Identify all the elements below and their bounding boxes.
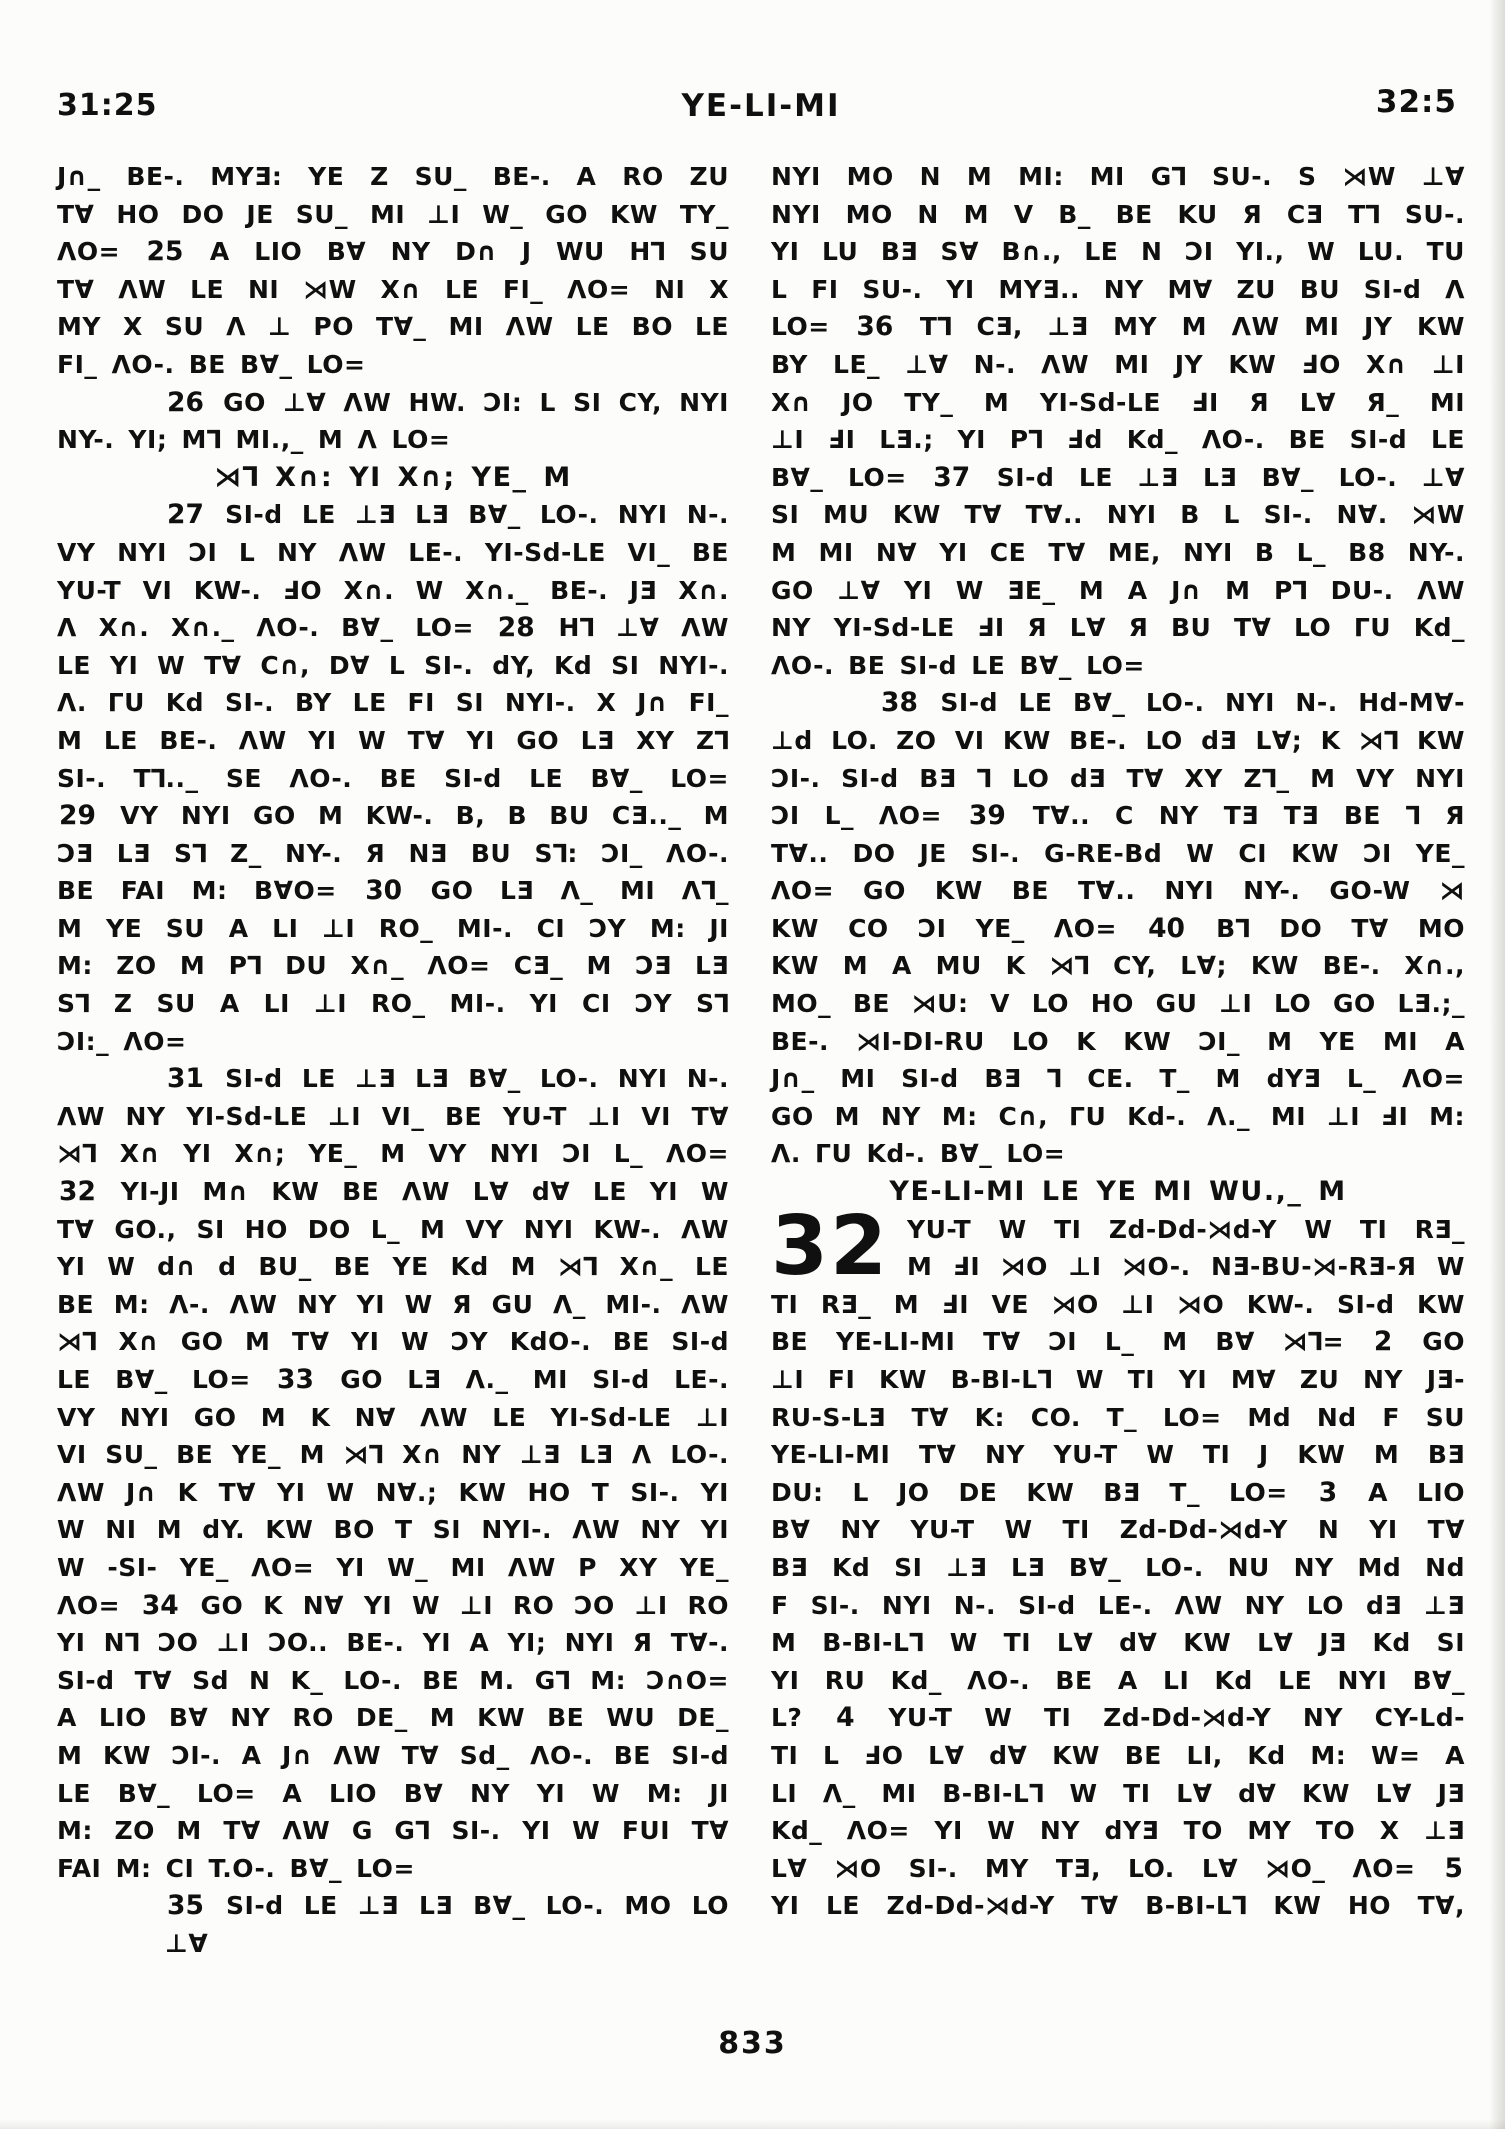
text-line: M YE SU A LI ⊥I RO_ MI-. CI ƆY M: JI <box>57 913 729 943</box>
text-line: ΛO= GO KW BE T∀.. NYI NY-. GO-W ⋊ <box>771 876 1465 906</box>
text-line: Λ X∩. X∩._ ΛO-. B∀_ LO= 28 H⅂ ⊥∀ ΛW <box>57 612 729 644</box>
text-line: L∀ ⋊O SI-. MY TƎ, LO. L∀ ⋊O_ ΛO= 5 <box>771 1852 1463 1884</box>
page-number: 833 <box>718 2026 787 2061</box>
text-line: BE FAI M: B∀O= 30 GO LƎ Λ_ MI Λ⅂_ <box>57 875 729 907</box>
text-line: M MI N∀ YI CE T∀ ME, NYI B L_ B8 NY-. <box>771 537 1465 567</box>
text-line: BE-. ⋊I-DI-RU LO K KW ƆI_ M YE MI A <box>771 1026 1465 1056</box>
verse-number: 27 <box>167 499 204 531</box>
text-line: M: ZO M P⅂ DU X∩_ ΛO= CƎ_ M ƆƎ LƎ <box>57 951 729 981</box>
scan-bottom-shadow <box>0 2119 1505 2129</box>
verse-number: 34 <box>141 1589 179 1621</box>
text-line: RU-S-LƎ T∀ K: CO. T_ LO= Md Nd F SU <box>771 1402 1465 1432</box>
verse-number: 4 <box>836 1702 855 1734</box>
text-line: A LIO B∀ NY RO DE_ M KW BE WU DE_ <box>57 1703 729 1733</box>
verse-number: 25 <box>146 236 184 268</box>
text-line: LI Λ_ MI B-BI-L⅂ W TI L∀ d∀ KW L∀ JƎ <box>771 1778 1465 1808</box>
section-heading: YE-LI-MI LE YE MI WU.,_ M <box>889 1176 1347 1208</box>
text-line: MY X SU Λ ⊥ PO T∀_ MI ΛW LE BO LE <box>57 312 729 342</box>
scan-edge-shadow <box>1489 0 1505 2129</box>
text-line: 31 SI-d LE ⊥Ǝ LƎ B∀_ LO-. NYI N-. <box>167 1063 729 1095</box>
text-line: X∩ JO TY_ M YI-Sd-LE ℲI Я L∀ Я_ MI <box>771 387 1465 417</box>
text-line: ⊥d LO. ZO VI KW BE-. LO dƎ L∀; K ⋊⅂ KW <box>771 725 1465 755</box>
text-line: KW CO ƆI YE_ ΛO= 40 B⅂ DO T∀ MO <box>771 912 1465 944</box>
text-line: 35 SI-d LE ⊥Ǝ LƎ B∀_ LO-. MO LO ⊥∀ <box>165 1890 729 1958</box>
text-line: GO ⊥∀ YI W ƎE_ M A J∩ M P⅂ DU-. ΛW <box>771 575 1465 605</box>
text-line: M LE BE-. ΛW YI W T∀ YI GO LƎ XY Z⅂ <box>57 725 729 755</box>
text-line: ƆI-. SI-d BƎ ⅂ LO dƎ T∀ XY Z⅂_ M VY NYI <box>771 763 1465 793</box>
text-line: VY NYI ƆI L NY ΛW LE-. YI-Sd-LE VI_ BE <box>57 537 729 567</box>
verse-reference-right: 32:5 <box>1375 84 1457 120</box>
text-line: FI_ ΛO-. BE B∀_ LO= <box>57 349 366 379</box>
text-line: DU: L JO DE KW BƎ T_ LO= 3 A LIO <box>771 1476 1465 1508</box>
verse-number: 28 <box>497 612 535 644</box>
text-line: SI MU KW T∀ T∀.. NYI B L SI-. N∀. ⋊W <box>771 500 1465 530</box>
verse-number: 35 <box>167 1890 204 1922</box>
text-line: YI N⅂ ƆO ⊥I ƆO.. BE-. YI A YI; NYI Я T∀-. <box>57 1628 729 1658</box>
text-columns <box>57 158 1466 1958</box>
chapter-number: 32 <box>771 1198 890 1294</box>
text-line: VI SU_ BE YE_ M ⋊⅂ X∩ NY ⊥Ǝ LƎ Λ LO-. <box>57 1440 729 1470</box>
book-title: YE-LI-MI <box>681 88 841 124</box>
text-line: YI RU Kd_ ΛO-. BE A LI Kd LE NYI B∀_ <box>771 1665 1465 1695</box>
text-line: M ℲI ⋊O ⊥I ⋊O-. NƎ-BU-⋊-RƎ-Я W <box>907 1252 1465 1282</box>
column-left <box>57 158 729 1958</box>
text-line: YI LE Zd-Dd-⋊d-Y T∀ B-BI-L⅂ KW HO T∀, <box>771 1891 1465 1921</box>
text-line: YU-T W TI Zd-Dd-⋊d-Y W TI RƎ_ <box>907 1214 1465 1244</box>
verse-number: 40 <box>1148 912 1185 944</box>
text-line: LE B∀_ LO= A LIO B∀ NY YI W M: JI <box>57 1778 729 1808</box>
text-line: YE-LI-MI T∀ NY YU-T W TI J KW M BƎ <box>771 1440 1465 1470</box>
column-right <box>771 158 1465 1925</box>
text-line: 26 GO ⊥∀ ΛW HW. ƆI: L SI CY, NYI <box>167 386 729 418</box>
verse-number: 2 <box>1373 1326 1393 1358</box>
text-line: ƆI L_ ΛO= 39 T∀.. C NY TƎ TƎ BE ⅂ Я <box>771 800 1465 832</box>
text-line: BE YE-LI-MI T∀ ƆI L_ M B∀ ⋊⅂= 2 GO <box>771 1326 1465 1358</box>
verse-reference-left: 31:25 <box>57 88 158 123</box>
text-line: 27 SI-d LE ⊥Ǝ LƎ B∀_ LO-. NYI N-. <box>167 499 729 531</box>
text-line: Λ. ΓU Kd-. B∀_ LO= <box>771 1139 1066 1169</box>
text-line: J∩_ BE-. MYƎ: YE Z SU_ BE-. A RO ZU <box>57 162 729 191</box>
verse-number: 37 <box>933 461 971 493</box>
text-line: M: ZO M T∀ ΛW G G⅂ SI-. YI W FUI T∀ <box>57 1816 729 1846</box>
text-line: KW M A MU K ⋊⅂ CY, L∀; KW BE-. X∩., <box>771 951 1465 981</box>
verse-number: 38 <box>881 687 918 719</box>
text-line: 32 YI-JI M∩ KW BE ΛW L∀ d∀ LE YI W <box>59 1176 729 1208</box>
text-line: ⊥I FI KW B-BI-L⅂ W TI YI M∀ ZU NY JƎ- <box>771 1365 1465 1394</box>
text-line: ƆƎ LƎ S⅂ Z_ NY-. Я NƎ BU S⅂: ƆI_ ΛO-. <box>57 838 729 868</box>
text-line: ƆI:_ ΛO= <box>57 1026 187 1056</box>
text-line: ΛO-. BE SI-d LE B∀_ LO= <box>771 650 1145 680</box>
text-line: Kd_ ΛO= YI W NY dYƎ TO MY TO X ⊥Ǝ <box>771 1816 1465 1846</box>
text-line: 38 SI-d LE B∀_ LO-. NYI N-. Hd-M∀- <box>881 687 1465 719</box>
text-line: ⋊⅂ X∩ GO M T∀ YI W ƆY KdO-. BE SI-d <box>57 1327 729 1357</box>
verse-number: 29 <box>59 800 96 832</box>
text-line: T∀.. DO JE SI-. G-RE-Bd W CI KW ƆI YE_ <box>771 838 1465 868</box>
text-line: VY NYI GO M K N∀ ΛW LE YI-Sd-LE ⊥I <box>57 1402 729 1432</box>
text-line: B∀_ LO= 37 SI-d LE ⊥Ǝ LƎ B∀_ LO-. ⊥∀ <box>771 461 1465 493</box>
text-line: J∩_ MI SI-d BƎ ⅂ CE. T_ M dYƎ L_ ΛO= <box>771 1064 1465 1094</box>
text-line: ⊥I ℲI LƎ.; YI P⅂ Ⅎd Kd_ ΛO-. BE SI-d LE <box>771 425 1465 455</box>
text-line: 29 VY NYI GO M KW-. B, B BU CƎ.._ M <box>59 800 729 832</box>
text-line: YU-T VI KW-. ℲO X∩. W X∩._ BE-. JƎ X∩. <box>57 575 729 605</box>
text-line: SI-d T∀ Sd N K_ LO-. BE M. G⅂ M: Ɔ∩O= <box>57 1665 729 1695</box>
text-line: T∀ GO., SI HO DO L_ M VY NYI KW-. ΛW <box>57 1214 729 1244</box>
text-line: BƎ Kd SI ⊥Ǝ LƎ B∀_ LO-. NU NY Md Nd <box>771 1552 1465 1582</box>
section-heading: ⋊⅂ X∩: YI X∩; YE_ M <box>214 461 572 493</box>
text-line: MO_ BE ⋊U: V LO HO GU ⊥I LO GO LƎ.;_ <box>771 989 1465 1019</box>
text-line: SI-. T⅂.._ SE ΛO-. BE SI-d LE B∀_ LO= <box>57 763 729 793</box>
verse-number: 26 <box>167 386 204 418</box>
text-line: FAI M: CI T.O-. B∀_ LO= <box>57 1853 415 1883</box>
text-line: LO= 36 T⅂ CƎ, ⊥Ǝ MY M ΛW MI JY KW <box>771 311 1466 343</box>
text-line: LE YI W T∀ C∩, D∀ L SI-. dY, Kd SI NYI-. <box>57 650 729 680</box>
text-line: TI RƎ_ M ℲI VE ⋊O ⊥I ⋊O KW-. SI-d KW <box>771 1289 1465 1319</box>
text-line: Λ. ΓU Kd SI-. BY LE FI SI NYI-. X J∩ FI_ <box>57 688 729 718</box>
text-line: B∀ NY YU-T W TI Zd-Dd-⋊d-Y N YI T∀ <box>771 1515 1465 1545</box>
verse-number: 31 <box>167 1063 204 1095</box>
text-line: W -SI- YE_ ΛO= YI W_ MI ΛW P XY YE_ <box>57 1552 729 1582</box>
text-line: TI L ℲO L∀ d∀ KW BE LI, Kd M: W= A <box>771 1740 1465 1770</box>
text-line: F SI-. NYI N-. SI-d LE-. ΛW NY LO dƎ ⊥Ǝ <box>771 1590 1465 1620</box>
text-line: M KW ƆI-. A J∩ ΛW T∀ Sd_ ΛO-. BE SI-d <box>57 1740 729 1770</box>
text-line: W NI M dY. KW BO T SI NYI-. ΛW NY YI <box>57 1515 729 1545</box>
page-header <box>57 84 1465 132</box>
text-line: LE B∀_ LO= 33 GO LƎ Λ._ MI SI-d LE-. <box>57 1364 729 1395</box>
text-line: YI W d∩ d BU_ BE YE Kd M ⋊⅂ X∩_ LE <box>57 1252 729 1282</box>
text-line: T∀ HO DO JE SU_ MI ⊥I W_ GO KW TY_ <box>57 199 729 229</box>
text-line: YI LU BƎ S∀ B∩., LE N ƆI YI., W LU. TU <box>771 237 1465 267</box>
text-line: L FI SU-. YI MYƎ.. NY M∀ ZU BU SI-d Λ <box>771 274 1465 304</box>
text-line: S⅂ Z SU A LI ⊥I RO_ MI-. YI CI ƆY S⅂ <box>57 989 729 1019</box>
verse-number: 36 <box>856 311 894 343</box>
verse-number: 39 <box>968 800 1006 832</box>
text-line: L? 4 YU-T W TI Zd-Dd-⋊d-Y NY CY-Ld- <box>771 1702 1466 1734</box>
text-line: M B-BI-L⅂ W TI L∀ d∀ KW L∀ JƎ Kd SI <box>771 1628 1465 1658</box>
text-line: BE M: Λ-. ΛW NY YI W Я GU Λ_ MI-. ΛW <box>57 1289 729 1319</box>
text-line: T∀ ΛW LE NI ⋊W X∩ LE FI_ ΛO= NI X <box>57 274 729 304</box>
text-line: ΛW J∩ K T∀ YI W N∀.; KW HO T SI-. YI <box>57 1477 729 1507</box>
text-line: ΛO= 34 GO K N∀ YI W ⊥I RO ƆO ⊥I RO <box>57 1589 729 1621</box>
text-line: ⋊⅂ X∩ YI X∩; YE_ M VY NYI ƆI L_ ΛO= <box>57 1139 729 1169</box>
verse-number: 32 <box>59 1176 96 1208</box>
text-line: ΛW NY YI-Sd-LE ⊥I VI_ BE YU-T ⊥I VI T∀ <box>57 1101 729 1131</box>
verse-number: 33 <box>277 1364 314 1395</box>
verse-number: 30 <box>365 875 403 907</box>
text-line: NYI MO N M V B_ BE KU Я CƎ T⅂ SU-. <box>771 199 1465 229</box>
text-line: NY-. YI; M⅂ MI.,_ M Λ LO= <box>57 425 451 455</box>
verse-number: 5 <box>1444 1852 1463 1884</box>
text-line: NYI MO N M MI: MI G⅂ SU-. S ⋊W ⊥∀ <box>771 162 1465 191</box>
text-line: NY YI-Sd-LE ℲI Я L∀ Я BU T∀ LO ΓU Kd_ <box>771 613 1465 643</box>
text-line: GO M NY M: C∩, ΓU Kd-. Λ._ MI ⊥I ℲI M: <box>771 1101 1465 1131</box>
verse-number: 3 <box>1318 1476 1338 1508</box>
text-line: BY LE_ ⊥∀ N-. ΛW MI JY KW ℲO X∩ ⊥I <box>771 349 1465 379</box>
text-line: ΛO= 25 A LIO B∀ NY D∩ J WU H⅂ SU <box>57 236 729 268</box>
